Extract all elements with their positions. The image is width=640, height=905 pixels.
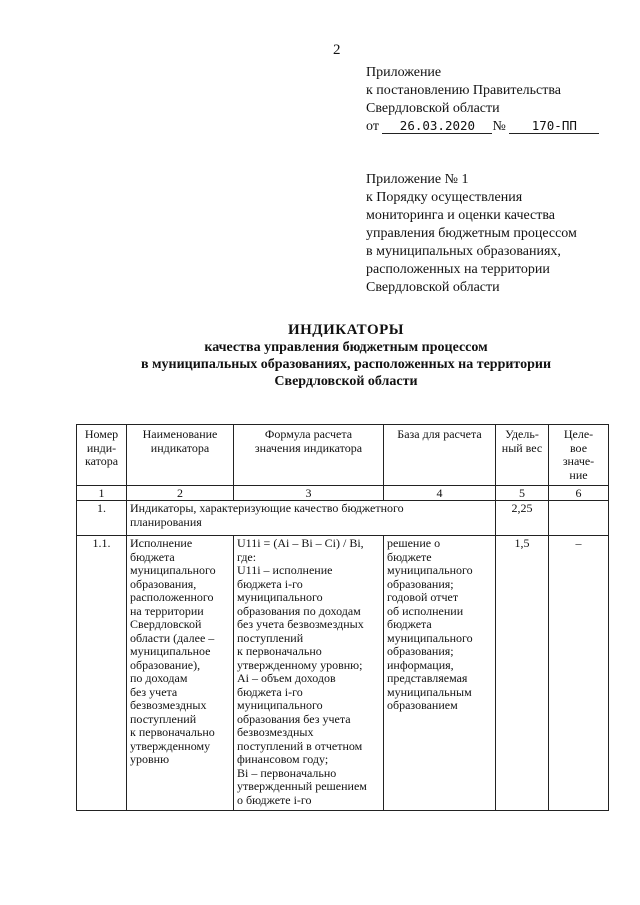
resolution-date-line [366,118,599,136]
indicator-name: Исполнение бюджета муниципального образования, расположенного на территории Свердловской области (далее – муниципальное образование), по доходам без учета безвозмездных поступлений к первоначально утвержденному уровню [127,536,234,811]
appendix-line: Свердловской области [366,101,500,116]
appendix1-line: к Порядку осуществления [366,190,523,205]
appendix1-line: управления бюджетным процессом [366,226,577,241]
page-number: 2 [333,42,341,58]
appendix1-line: Свердловской области [366,280,500,295]
indicator-basis: решение о бюджете муниципального образования; годовой отчет об исполнении бюджета муниципального образования; информация, представляемая муниципальным образованием [384,536,496,811]
resolution-date: 26.03.2020 [382,119,492,134]
document-title [90,322,602,390]
header-cell-target: Целе- вое значе- ние [549,425,609,486]
number-prefix: № [492,119,506,134]
indicators-table [76,424,609,811]
column-number-row [77,486,609,501]
table-row-section-1 [77,501,609,536]
column-number: 5 [496,486,549,501]
column-number: 3 [234,486,384,501]
section-weight: 2,25 [496,501,549,536]
title-sub-line: в муниципальных образованиях, расположенных на территории [140,357,552,372]
header-cell-number: Номер инди- катора [77,425,127,486]
appendix-line: к постановлению Правительства [366,83,562,98]
indicator-weight: 1,5 [496,536,549,811]
table-row-1-1 [77,536,609,811]
header-cell-weight: Удель- ный вес [496,425,549,486]
title-main: ИНДИКАТОРЫ [287,322,405,338]
date-prefix: от [366,119,379,134]
indicator-target: – [549,536,609,811]
appendix1-line: мониторинга и оценки качества [366,208,556,223]
section-number: 1. [77,501,127,536]
title-sub-line: Свердловской области [274,374,418,389]
indicator-number: 1.1. [77,536,127,811]
appendix1-line: расположенных на территории [366,262,550,277]
table-header-row [77,425,609,486]
appendix1-line: Приложение № 1 [366,172,469,187]
column-number: 6 [549,486,609,501]
header-cell-name: Наименование индикатора [127,425,234,486]
appendix-line: Приложение [366,65,442,80]
indicator-formula: U11i = (Ai – Bi – Ci) / Bi, где: U11i – исполнение бюджета i-го муниципального образования по доходам без учета безвозмездных поступлений к первоначально утвержденному уровню; Ai – объем доходов бюджета i-го муниципального образования без учета безвозмездных поступлений в отчетном финансовом году; Bi – первоначально утвержденный решением о бюджете i-го [234,536,384,811]
header-cell-basis: База для расчета [384,425,496,486]
resolution-number: 170-ПП [509,119,599,134]
column-number: 1 [77,486,127,501]
appendix1-line: в муниципальных образованиях, [366,244,561,259]
appendix-1-header [366,171,577,297]
header-cell-formula: Формула расчета значения индикатора [234,425,384,486]
title-sub-line: качества управления бюджетным процессом [204,340,488,355]
section-name: Индикаторы, характеризующие качество бюджетного планирования [127,501,496,536]
section-target [549,501,609,536]
column-number: 4 [384,486,496,501]
column-number: 2 [127,486,234,501]
appendix-header [366,64,599,136]
